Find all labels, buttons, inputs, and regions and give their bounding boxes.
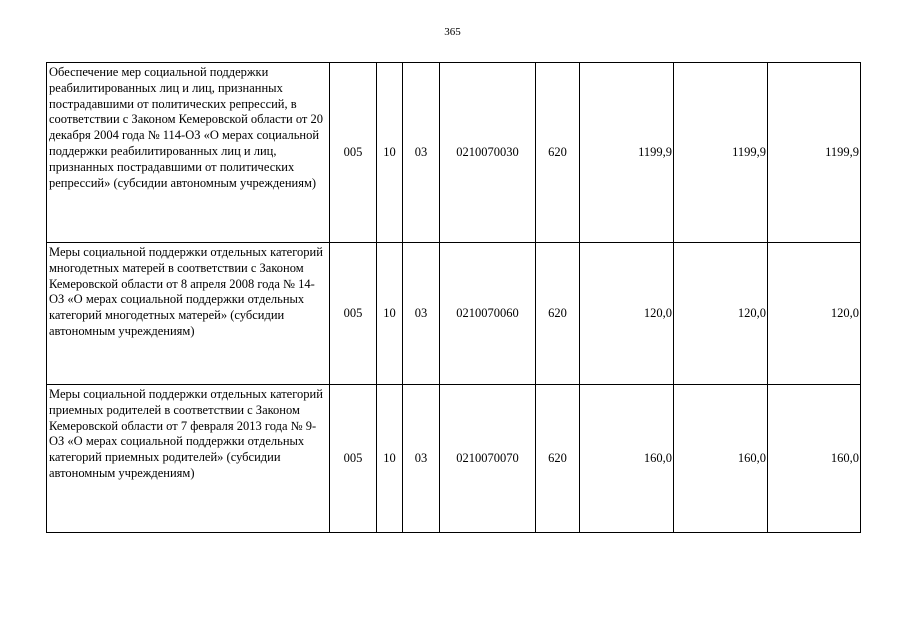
expense-type-cell: 620 [536,243,580,385]
page-number: 365 [444,26,461,38]
ministry-code-cell: 005 [330,243,377,385]
amount-cell-1: 120,0 [580,243,674,385]
amount-cell-3: 120,0 [768,243,861,385]
subsection-code-cell: 03 [403,63,440,243]
amount-cell-2: 160,0 [674,385,768,533]
amount-cell-3: 160,0 [768,385,861,533]
expense-type-cell: 620 [536,63,580,243]
section-code-cell: 10 [377,385,403,533]
target-article-cell: 0210070070 [440,385,536,533]
subsection-code-cell: 03 [403,385,440,533]
expense-name-cell: Меры социальной поддержки отдельных категорий многодетных матерей в соответствии с Законом Кемеровской области от 8 апреля 2008 года № 14-ОЗ «О мерах социальной поддержки отдельных категорий многодетных матерей» (субсидии автономным учреждениям) [47,243,330,385]
budget-table [46,62,861,533]
target-article-cell: 0210070060 [440,243,536,385]
ministry-code-cell: 005 [330,63,377,243]
amount-cell-3: 1199,9 [768,63,861,243]
expense-name-cell: Меры социальной поддержки отдельных категорий приемных родителей в соответствии с Законом Кемеровской области от 7 февраля 2013 года № 9-ОЗ «О мерах социальной поддержки отдельных категорий приемных родителей» (субсидии автономным учреждениям) [47,385,330,533]
section-code-cell: 10 [377,243,403,385]
table-row [47,385,861,533]
amount-cell-1: 1199,9 [580,63,674,243]
amount-cell-2: 120,0 [674,243,768,385]
table-row [47,63,861,243]
amount-cell-1: 160,0 [580,385,674,533]
table-row [47,243,861,385]
subsection-code-cell: 03 [403,243,440,385]
section-code-cell: 10 [377,63,403,243]
amount-cell-2: 1199,9 [674,63,768,243]
expense-type-cell: 620 [536,385,580,533]
expense-name-cell: Обеспечение мер социальной поддержки реабилитированных лиц и лиц, признанных пострадавшими от политических репрессий, в соответствии с Законом Кемеровской области от 20 декабря 2004 года № 114-ОЗ «О мерах социальной поддержки реабилитированных лиц и лиц, признанных пострадавшими от политических репрессий» (субсидии автономным учреждениям) [47,63,330,243]
target-article-cell: 0210070030 [440,63,536,243]
ministry-code-cell: 005 [330,385,377,533]
